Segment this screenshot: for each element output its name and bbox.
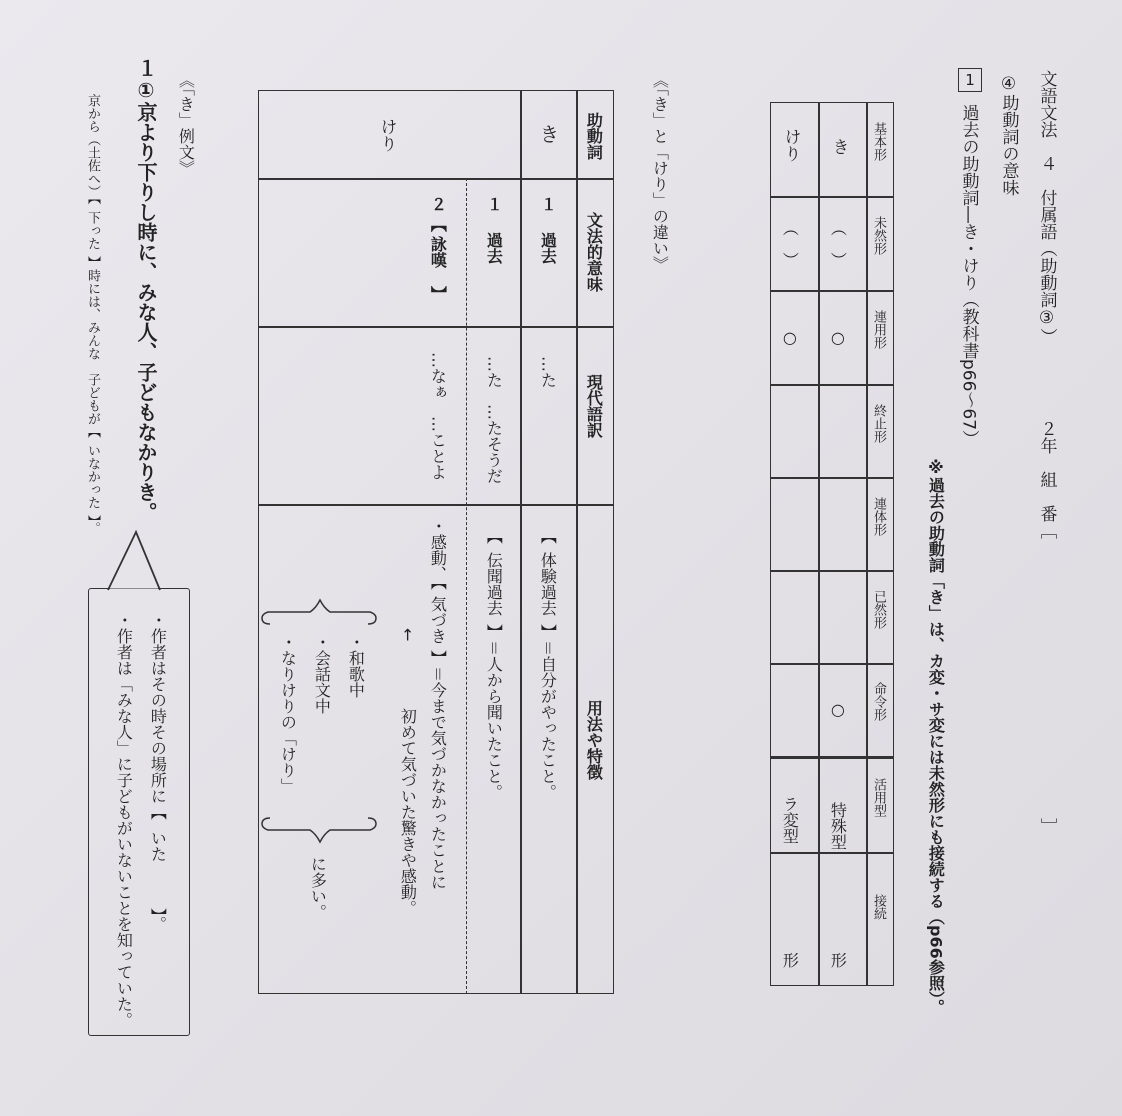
section-heading: ④助動詞の意味 <box>998 74 1019 196</box>
class-info-close: ］ <box>1036 818 1057 835</box>
ki-mizen: （ ） <box>828 220 848 268</box>
ki-usage <box>538 528 556 800</box>
list-item-waka: ・和歌中 <box>346 634 366 698</box>
th-jodoshi: 助動詞 <box>584 112 604 160</box>
ki-meaning-num: １ <box>538 196 558 212</box>
bubble-line-1: ・作者はその時その場所に【いた】。 <box>148 612 168 932</box>
th-meireikei: 命令形 <box>870 682 886 721</box>
th-shushikei: 終止形 <box>870 404 886 443</box>
example-heading: 《「き」例文》 <box>176 72 196 176</box>
th-yoho: 用法や特徴 <box>584 700 604 780</box>
th-mizenkei: 未然形 <box>870 216 886 255</box>
trans-fill-1: 下った <box>84 210 100 250</box>
th-setsuzoku: 接続 <box>870 894 886 920</box>
keri-m2-num: ２ <box>428 196 448 212</box>
keri-renyo: ○ <box>780 328 800 347</box>
subsection-heading: 過去の助動詞―き・けり（教科書p66〜67） <box>958 104 979 448</box>
difference-heading: 《「き」と「けり」の違い》 <box>650 72 670 272</box>
class-info: ２年 組 番［ <box>1036 420 1057 539</box>
bubble-tail-icon <box>104 528 168 592</box>
arrow-icon: ← <box>398 628 418 642</box>
keri-m2: 【詠嘆】 <box>428 216 448 302</box>
ki-usage-desc: 】＝自分がやったこと。 <box>538 624 558 801</box>
ki-meaning: 過去 <box>538 232 558 264</box>
keri-t2: …なぁ …ことよ <box>428 352 448 480</box>
bubble-fill: いた <box>148 830 168 862</box>
bubble-line-2: ・作者は「みな人」に子どもがいないことを知っていた。 <box>114 612 134 1028</box>
th-kihonkei: 基本形 <box>870 122 886 161</box>
ki-usage-fill: 体験過去 <box>538 552 558 616</box>
th-izenkei: 已然形 <box>870 590 886 629</box>
keri-katsuyo: ラ変型 <box>780 796 800 844</box>
trans-fill-2: いなかった <box>84 443 100 509</box>
list-suffix: に多い。 <box>308 856 328 920</box>
worksheet-title: 文語文法 ４ 付属語（助動詞③） <box>1036 70 1057 345</box>
keri-u2-fill: 気づき <box>428 596 448 644</box>
ki-usage-bracket: 【 <box>538 528 558 544</box>
connection-note: ※過去の助動詞「き」は、カ変・サ変には未然形にも接続する（p66参照）。 <box>926 458 946 1015</box>
ki-meirei: ○ <box>828 700 848 719</box>
ki-katsuyo: 特殊型 <box>828 802 848 850</box>
keri-m1: 過去 <box>484 232 504 264</box>
th-bunpoteki-imi: 文法的意味 <box>584 212 604 292</box>
subsection-number: 1 <box>958 68 982 92</box>
ki-name: き <box>536 124 560 144</box>
keri-t1: …た …たそうだ <box>484 356 504 484</box>
th-rentaikei: 連体形 <box>870 497 886 536</box>
keri-u1: 【伝聞過去】＝人から聞いたこと。 <box>484 528 504 801</box>
keri-base: けり <box>780 128 801 162</box>
conjugation-table <box>770 102 894 986</box>
keri-m1-num: １ <box>484 196 504 212</box>
th-renyokei: 連用形 <box>870 310 886 349</box>
keri-u1-fill: 伝聞過去 <box>484 552 504 616</box>
list-item-kaiwa: ・会話文中 <box>312 634 332 714</box>
keri-m2-fill: 詠嘆 <box>428 236 448 268</box>
ki-setsuzoku: 形 <box>828 952 848 968</box>
keri-u2-cont: 初めて気づいた驚きや感動。 <box>398 708 418 916</box>
list-item-narikeri: ・なりけりの「けり」 <box>278 634 298 794</box>
speech-bubble <box>88 588 190 1036</box>
example-translation: 京から（土佐へ）【下った】時には、みんな 子どもが【いなかった】。 <box>84 94 100 534</box>
example-sentence: １①京より下りし時に、みな人、子どもなかりき。 <box>134 58 158 522</box>
keri-name: けり <box>376 118 397 152</box>
ki-translation: …た <box>538 356 558 388</box>
ki-renyo: ○ <box>828 328 848 347</box>
th-katsuyokei: 活用型 <box>870 778 886 817</box>
keri-u2: ・感動、【気づき】＝今まで気づかなかったことに <box>428 518 448 891</box>
keri-setsuzoku: 形 <box>780 952 800 968</box>
ki-base: き <box>828 138 849 155</box>
th-gendaigoyaku: 現代語訳 <box>584 374 604 438</box>
keri-mizen: （ ） <box>780 220 800 268</box>
